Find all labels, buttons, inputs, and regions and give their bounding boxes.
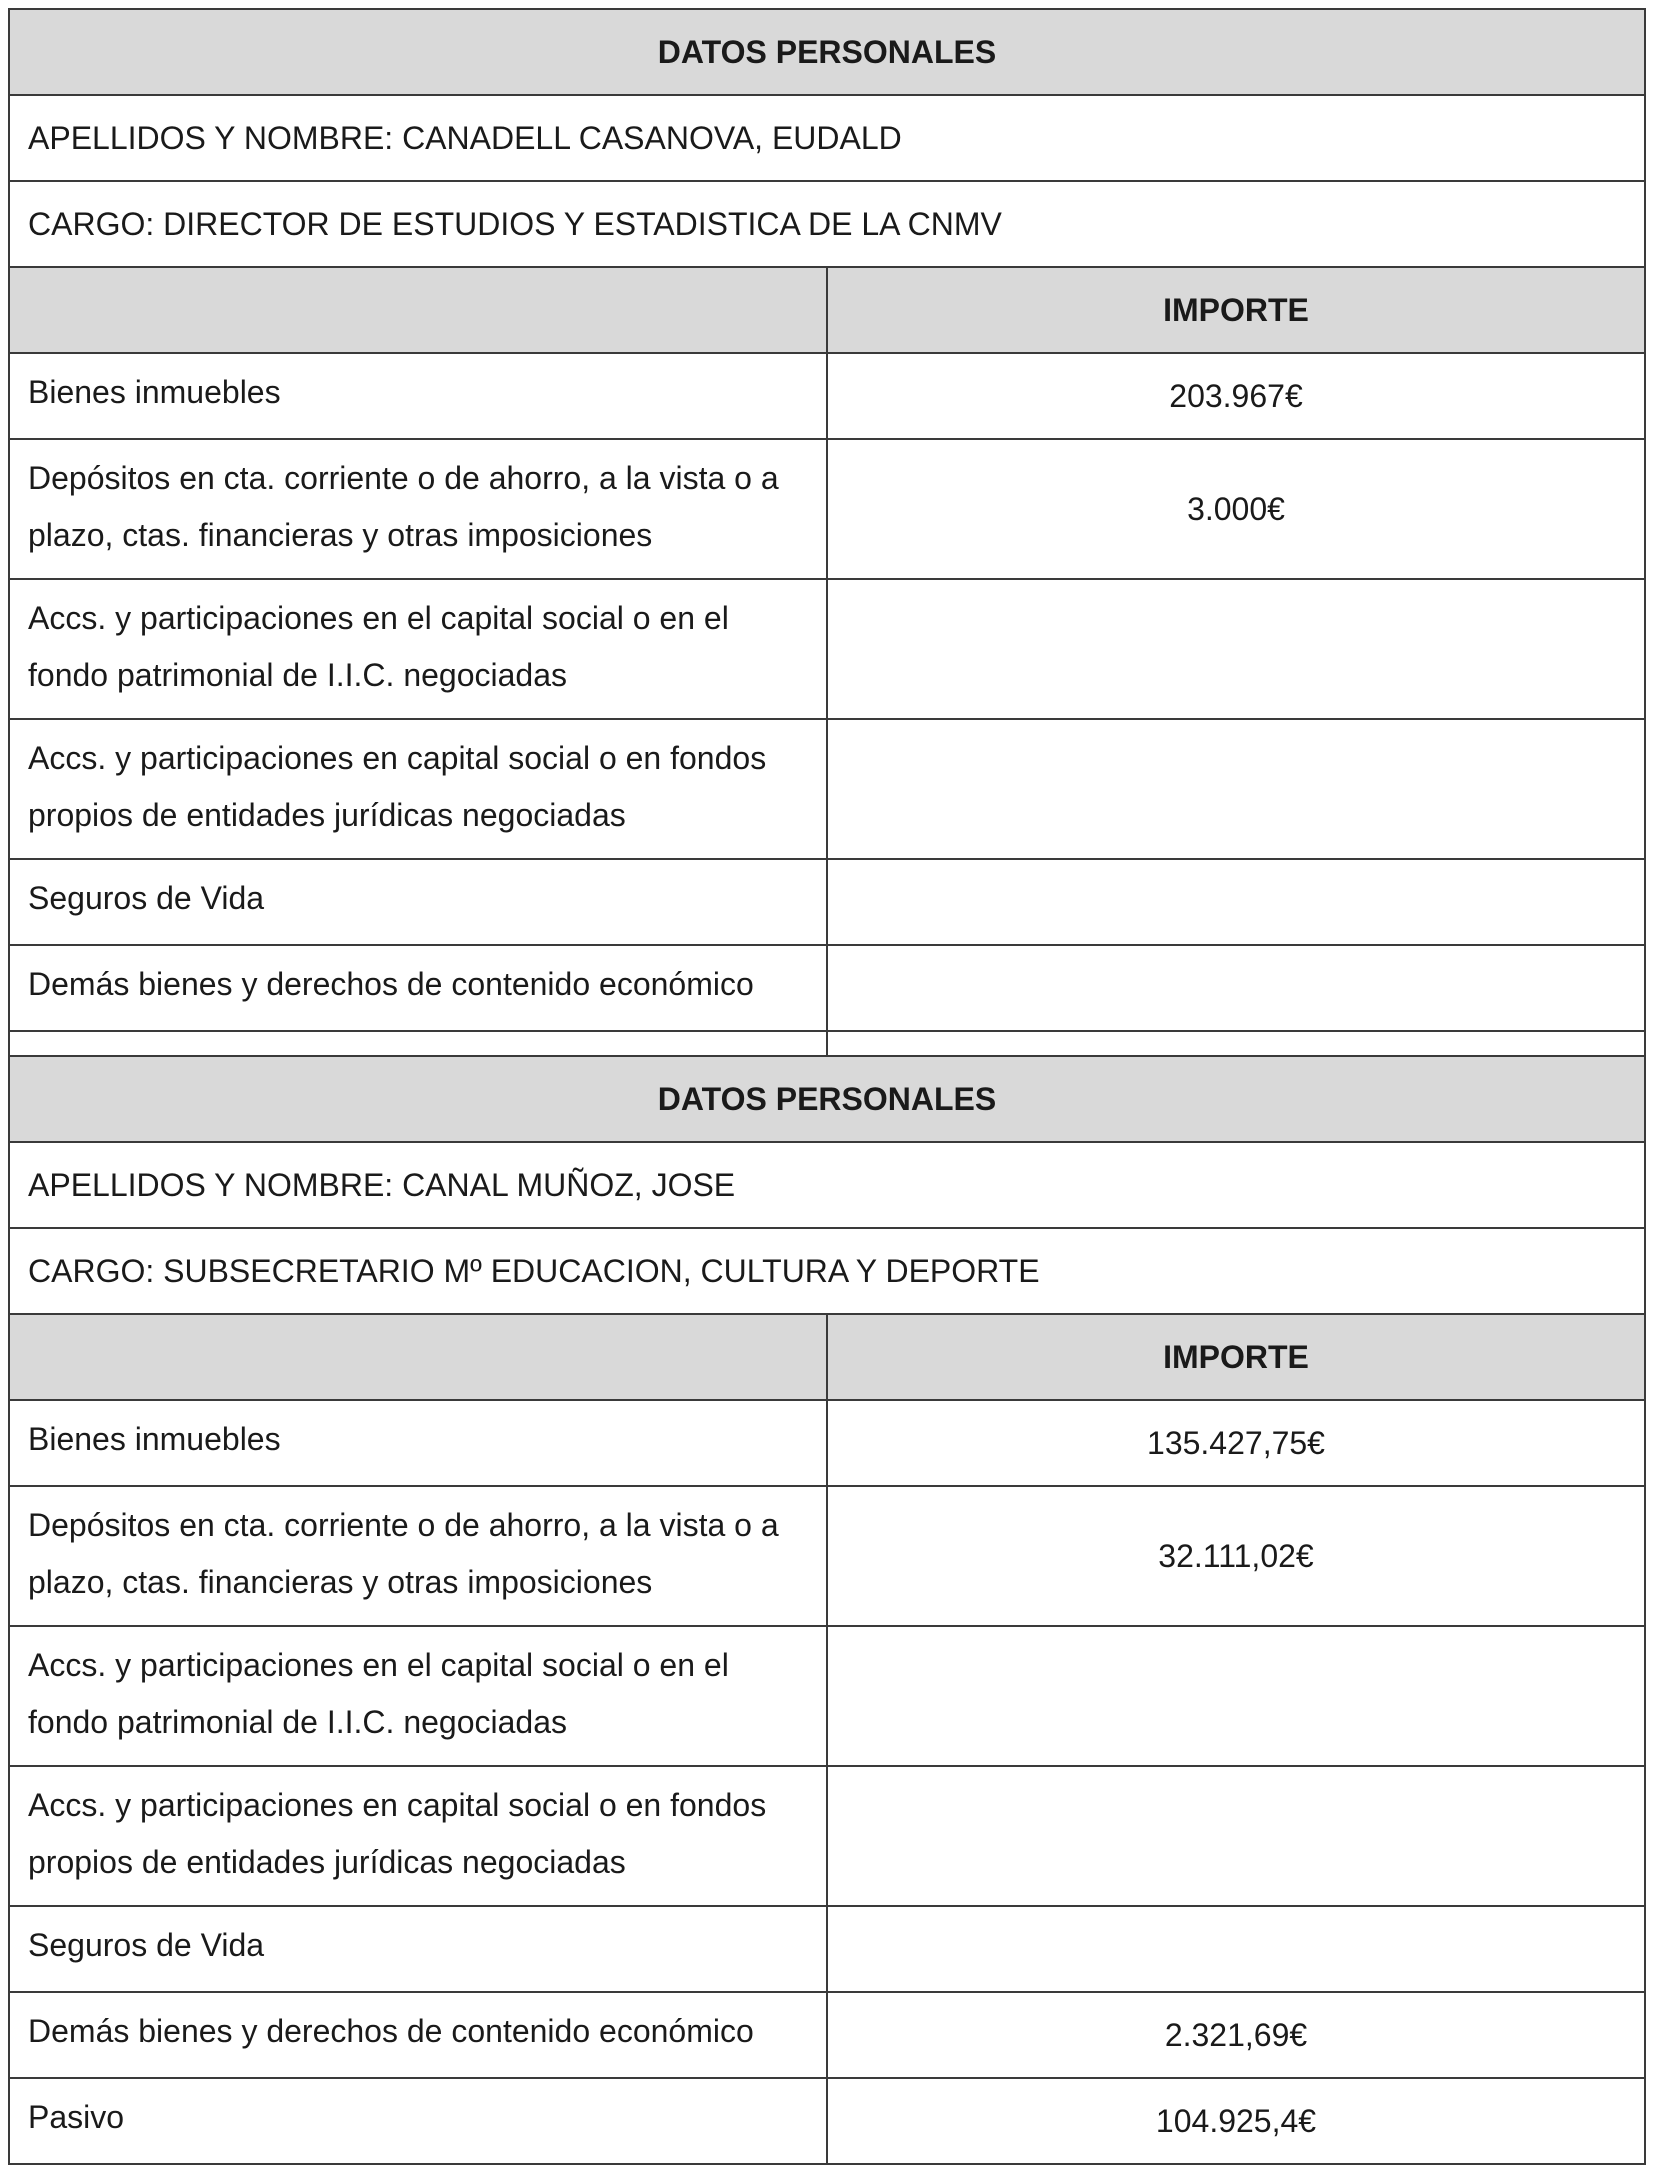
row-label: Seguros de Vida xyxy=(9,1906,827,1992)
empty-header-cell xyxy=(9,267,827,353)
declaration-table-1 xyxy=(8,8,1646,1118)
table-row xyxy=(9,1766,1645,1906)
table-row xyxy=(9,1400,1645,1486)
row-label: Depósitos en cta. corriente o de ahorro, a la vista o a plazo, ctas. financieras y otras imposiciones xyxy=(9,1486,827,1626)
row-label: Bienes inmuebles xyxy=(9,353,827,439)
row-label: Demás bienes y derechos de contenido económico xyxy=(9,1992,827,2078)
section-header-row xyxy=(9,9,1645,95)
amount-header: IMPORTE xyxy=(827,267,1645,353)
table-row xyxy=(9,1486,1645,1626)
name-row xyxy=(9,1142,1645,1228)
table-row xyxy=(9,2078,1645,2164)
table-row xyxy=(9,353,1645,439)
column-header-row xyxy=(9,267,1645,353)
table-row xyxy=(9,859,1645,945)
table-row xyxy=(9,579,1645,719)
row-value: 2.321,69€ xyxy=(827,1992,1645,2078)
row-label: Seguros de Vida xyxy=(9,859,827,945)
name-line: APELLIDOS Y NOMBRE: CANADELL CASANOVA, EUDALD xyxy=(9,95,1645,181)
table-row xyxy=(9,1626,1645,1766)
row-label: Demás bienes y derechos de contenido económico xyxy=(9,945,827,1031)
table-row xyxy=(9,719,1645,859)
row-label: Bienes inmuebles xyxy=(9,1400,827,1486)
section-header-row xyxy=(9,1056,1645,1142)
row-label: Accs. y participaciones en capital social o en fondos propios de entidades jurídicas negociadas xyxy=(9,719,827,859)
row-value xyxy=(827,579,1645,719)
row-value xyxy=(827,719,1645,859)
table-row xyxy=(9,945,1645,1031)
position-line: CARGO: SUBSECRETARIO Mº EDUCACION, CULTURA Y DEPORTE xyxy=(9,1228,1645,1314)
section-title: DATOS PERSONALES xyxy=(9,9,1645,95)
row-label: Pasivo xyxy=(9,2078,827,2164)
table-row xyxy=(9,439,1645,579)
table-row xyxy=(9,1992,1645,2078)
position-line: CARGO: DIRECTOR DE ESTUDIOS Y ESTADISTICA DE LA CNMV xyxy=(9,181,1645,267)
row-value xyxy=(827,945,1645,1031)
position-row xyxy=(9,1228,1645,1314)
row-value: 203.967€ xyxy=(827,353,1645,439)
row-value: 104.925,4€ xyxy=(827,2078,1645,2164)
declaration-table-2 xyxy=(8,1055,1646,2165)
row-value: 135.427,75€ xyxy=(827,1400,1645,1486)
row-value xyxy=(827,859,1645,945)
empty-header-cell xyxy=(9,1314,827,1400)
row-label: Accs. y participaciones en capital social o en fondos propios de entidades jurídicas negociadas xyxy=(9,1766,827,1906)
row-value: 32.111,02€ xyxy=(827,1486,1645,1626)
column-header-row xyxy=(9,1314,1645,1400)
amount-header: IMPORTE xyxy=(827,1314,1645,1400)
row-value: 3.000€ xyxy=(827,439,1645,579)
section-title: DATOS PERSONALES xyxy=(9,1056,1645,1142)
row-label: Accs. y participaciones en el capital social o en el fondo patrimonial de I.I.C. negociadas xyxy=(9,579,827,719)
row-value xyxy=(827,1906,1645,1992)
position-row xyxy=(9,181,1645,267)
row-label: Accs. y participaciones en el capital social o en el fondo patrimonial de I.I.C. negociadas xyxy=(9,1626,827,1766)
row-value xyxy=(827,1766,1645,1906)
table-row xyxy=(9,1906,1645,1992)
row-label: Depósitos en cta. corriente o de ahorro, a la vista o a plazo, ctas. financieras y otras imposiciones xyxy=(9,439,827,579)
name-row xyxy=(9,95,1645,181)
row-value xyxy=(827,1626,1645,1766)
name-line: APELLIDOS Y NOMBRE: CANAL MUÑOZ, JOSE xyxy=(9,1142,1645,1228)
